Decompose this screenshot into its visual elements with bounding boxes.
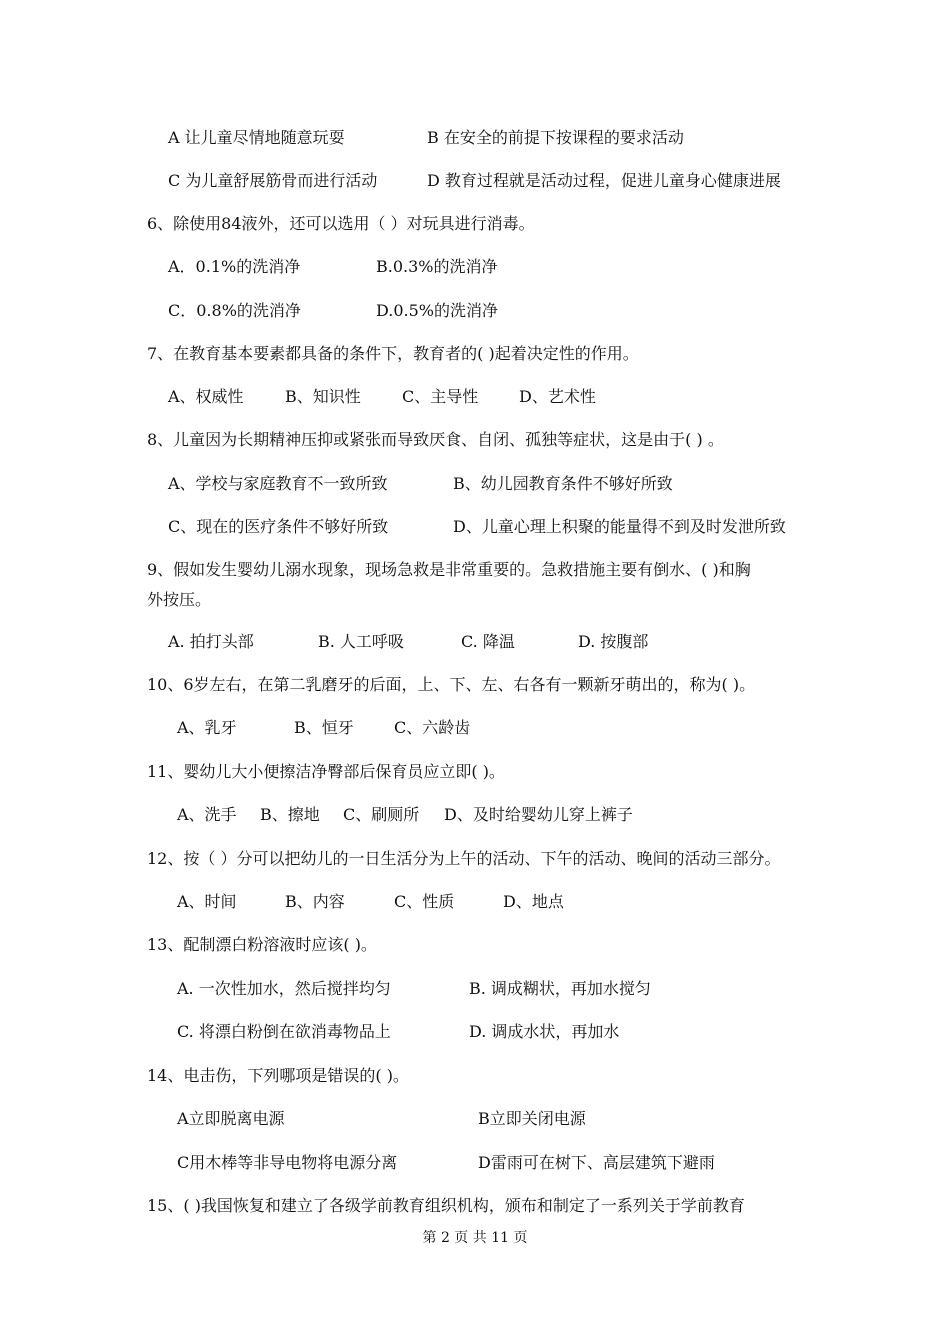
q6-option-a: A．0.1%的洗消净 — [168, 257, 301, 276]
q7-option-b: B、知识性 — [285, 387, 361, 406]
q10-option-a: A、乳牙 — [177, 718, 237, 737]
q14-stem: 14、电击伤，下列哪项是错误的( )。 — [147, 1066, 409, 1085]
q12-option-c: C、性质 — [394, 892, 455, 911]
q9-option-d: D. 按腹部 — [578, 632, 649, 651]
q10-option-b: B、恒牙 — [294, 718, 354, 737]
q8-stem: 8、儿童因为长期精神压抑或紧张而导致厌食、自闭、孤独等症状，这是由于( ) 。 — [147, 430, 724, 449]
q5-option-b: B 在安全的前提下按课程的要求活动 — [427, 128, 684, 147]
q14-option-d: D雷雨可在树下、高层建筑下避雨 — [478, 1153, 715, 1172]
q5-option-a: A 让儿童尽情地随意玩耍 — [168, 128, 345, 147]
q6-option-d: D.0.5%的洗消净 — [376, 301, 498, 320]
q6-stem: 6、除使用84液外，还可以选用（ ）对玩具进行消毒。 — [147, 214, 535, 233]
q9-option-c: C. 降温 — [461, 632, 515, 651]
q12-option-b: B、内容 — [285, 892, 345, 911]
q11-option-d: D、及时给婴幼儿穿上裤子 — [444, 805, 633, 824]
q15-stem: 15、( )我国恢复和建立了各级学前教育组织机构，颁布和制定了一系列关于学前教育 — [147, 1196, 745, 1215]
q14-option-a: A立即脱离电源 — [177, 1109, 285, 1128]
q11-stem: 11、婴幼儿大小便擦洁净臀部后保育员应立即( )。 — [147, 762, 505, 781]
q13-option-a: A. 一次性加水，然后搅拌均匀 — [177, 979, 391, 998]
q13-option-d: D. 调成水状，再加水 — [469, 1022, 620, 1041]
q7-stem: 7、在教育基本要素都具备的条件下，教育者的( )起着决定性的作用。 — [147, 344, 639, 363]
q6-option-c: C．0.8%的洗消净 — [168, 301, 301, 320]
q9-stem-line1: 9、假如发生婴幼儿溺水现象，现场急救是非常重要的。急救措施主要有倒水、( )和胸 — [147, 560, 751, 579]
q9-option-b: B. 人工呼吸 — [318, 632, 404, 651]
q14-option-b: B立即关闭电源 — [478, 1109, 586, 1128]
q12-stem: 12、按（ ）分可以把幼儿的一日生活分为上午的活动、下午的活动、晚间的活动三部分。 — [147, 849, 781, 868]
q8-option-d: D、儿童心理上积聚的能量得不到及时发泄所致 — [453, 517, 786, 536]
q7-option-d: D、艺术性 — [519, 387, 596, 406]
q13-stem: 13、配制漂白粉溶液时应该( )。 — [147, 935, 377, 954]
q12-option-d: D、地点 — [503, 892, 564, 911]
q13-option-b: B. 调成糊状，再加水搅匀 — [469, 979, 651, 998]
q8-option-a: A、学校与家庭教育不一致所致 — [168, 474, 388, 493]
q9-option-a: A. 拍打头部 — [168, 632, 254, 651]
q8-option-b: B、幼儿园教育条件不够好所致 — [453, 474, 673, 493]
q11-option-a: A、洗手 — [177, 805, 237, 824]
q11-option-c: C、刷厕所 — [343, 805, 420, 824]
q13-option-c: C. 将漂白粉倒在欲消毒物品上 — [177, 1022, 391, 1041]
q7-option-a: A、权威性 — [168, 387, 244, 406]
q10-stem: 10、6岁左右，在第二乳磨牙的后面，上、下、左、右各有一颗新牙萌出的，称为( )。 — [147, 675, 756, 694]
q7-option-c: C、主导性 — [402, 387, 479, 406]
q14-option-c: C用木棒等非导电物将电源分离 — [177, 1153, 398, 1172]
q8-option-c: C、现在的医疗条件不够好所致 — [168, 517, 389, 536]
q6-option-b: B.0.3%的洗消净 — [376, 257, 498, 276]
q9-stem-line2: 外按压。 — [147, 590, 212, 609]
q5-option-d: D 教育过程就是活动过程，促进儿童身心健康进展 — [427, 171, 781, 190]
page-number: 第 2 页 共 11 页 — [422, 1230, 528, 1246]
q12-option-a: A、时间 — [177, 892, 237, 911]
q10-option-c: C、六龄齿 — [394, 718, 471, 737]
q11-option-b: B、擦地 — [260, 805, 320, 824]
q5-option-c: C 为儿童舒展筋骨而进行活动 — [168, 171, 378, 190]
